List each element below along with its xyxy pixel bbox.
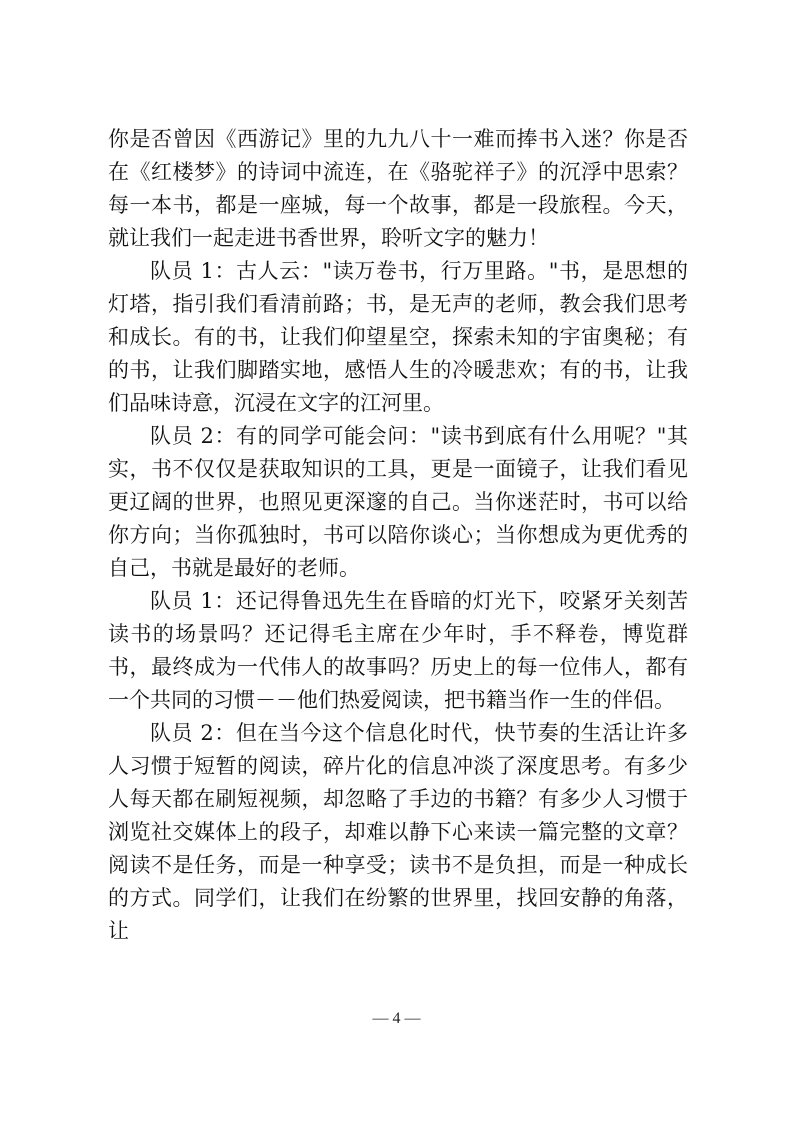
paragraph-intro: 你是否曾因《西游记》里的九九八十一难而捧书入迷？你是否在《红楼梦》的诗词中流连，在《骆驼祥子》的沉浮中思索？每一本书，都是一座城，每一个故事，都是一段旅程。今天，就让我们一起走进书香世界，聆听文字的魅力！	[108, 127, 688, 250]
paragraph-member2-first: 队员 2：有的同学可能会问："读书到底有什么用呢？"其实，书不仅仅是获取知识的工具，更是一面镜子，让我们看见更辽阔的世界，也照见更深邃的自己。当你迷茫时，书可以给你方向；当你孤独时，书可以陪你谈心；当你想成为更优秀的自己，书就是最好的老师。	[108, 424, 688, 580]
page-number: — 4 —	[372, 1010, 421, 1027]
paragraph-member1-first: 队员 1：古人云："读万卷书，行万里路。"书，是思想的灯塔，指引我们看清前路；书，是无声的老师，教会我们思考和成长。有的书，让我们仰望星空，探索未知的宇宙奥秘；有的书，让我们脚踏实地，感悟人生的冷暖悲欢；有的书，让我们品味诗意，沉浸在文字的江河里。	[108, 259, 688, 415]
paragraph-member2-second: 队员 2：但在当今这个信息化时代，快节奏的生活让许多人习惯于短暂的阅读，碎片化的信息冲淡了深度思考。有多少人每天都在刷短视频，却忽略了手边的书籍？有多少人习惯于浏览社交媒体上的段子，却难以静下心来读一篇完整的文章？阅读不是任务，而是一种享受；读书不是负担，而是一种成长的方式。同学们，让我们在纷繁的世界里，找回安静的角落，让	[108, 721, 688, 943]
paragraph-member1-second: 队员 1：还记得鲁迅先生在昏暗的灯光下，咬紧牙关刻苦读书的场景吗？还记得毛主席在少年时，手不释卷，博览群书，最终成为一代伟人的故事吗？历史上的每一位伟人，都有一个共同的习惯－－他们热爱阅读，把书籍当作一生的伴侣。	[108, 589, 688, 712]
document-body	[108, 123, 688, 948]
